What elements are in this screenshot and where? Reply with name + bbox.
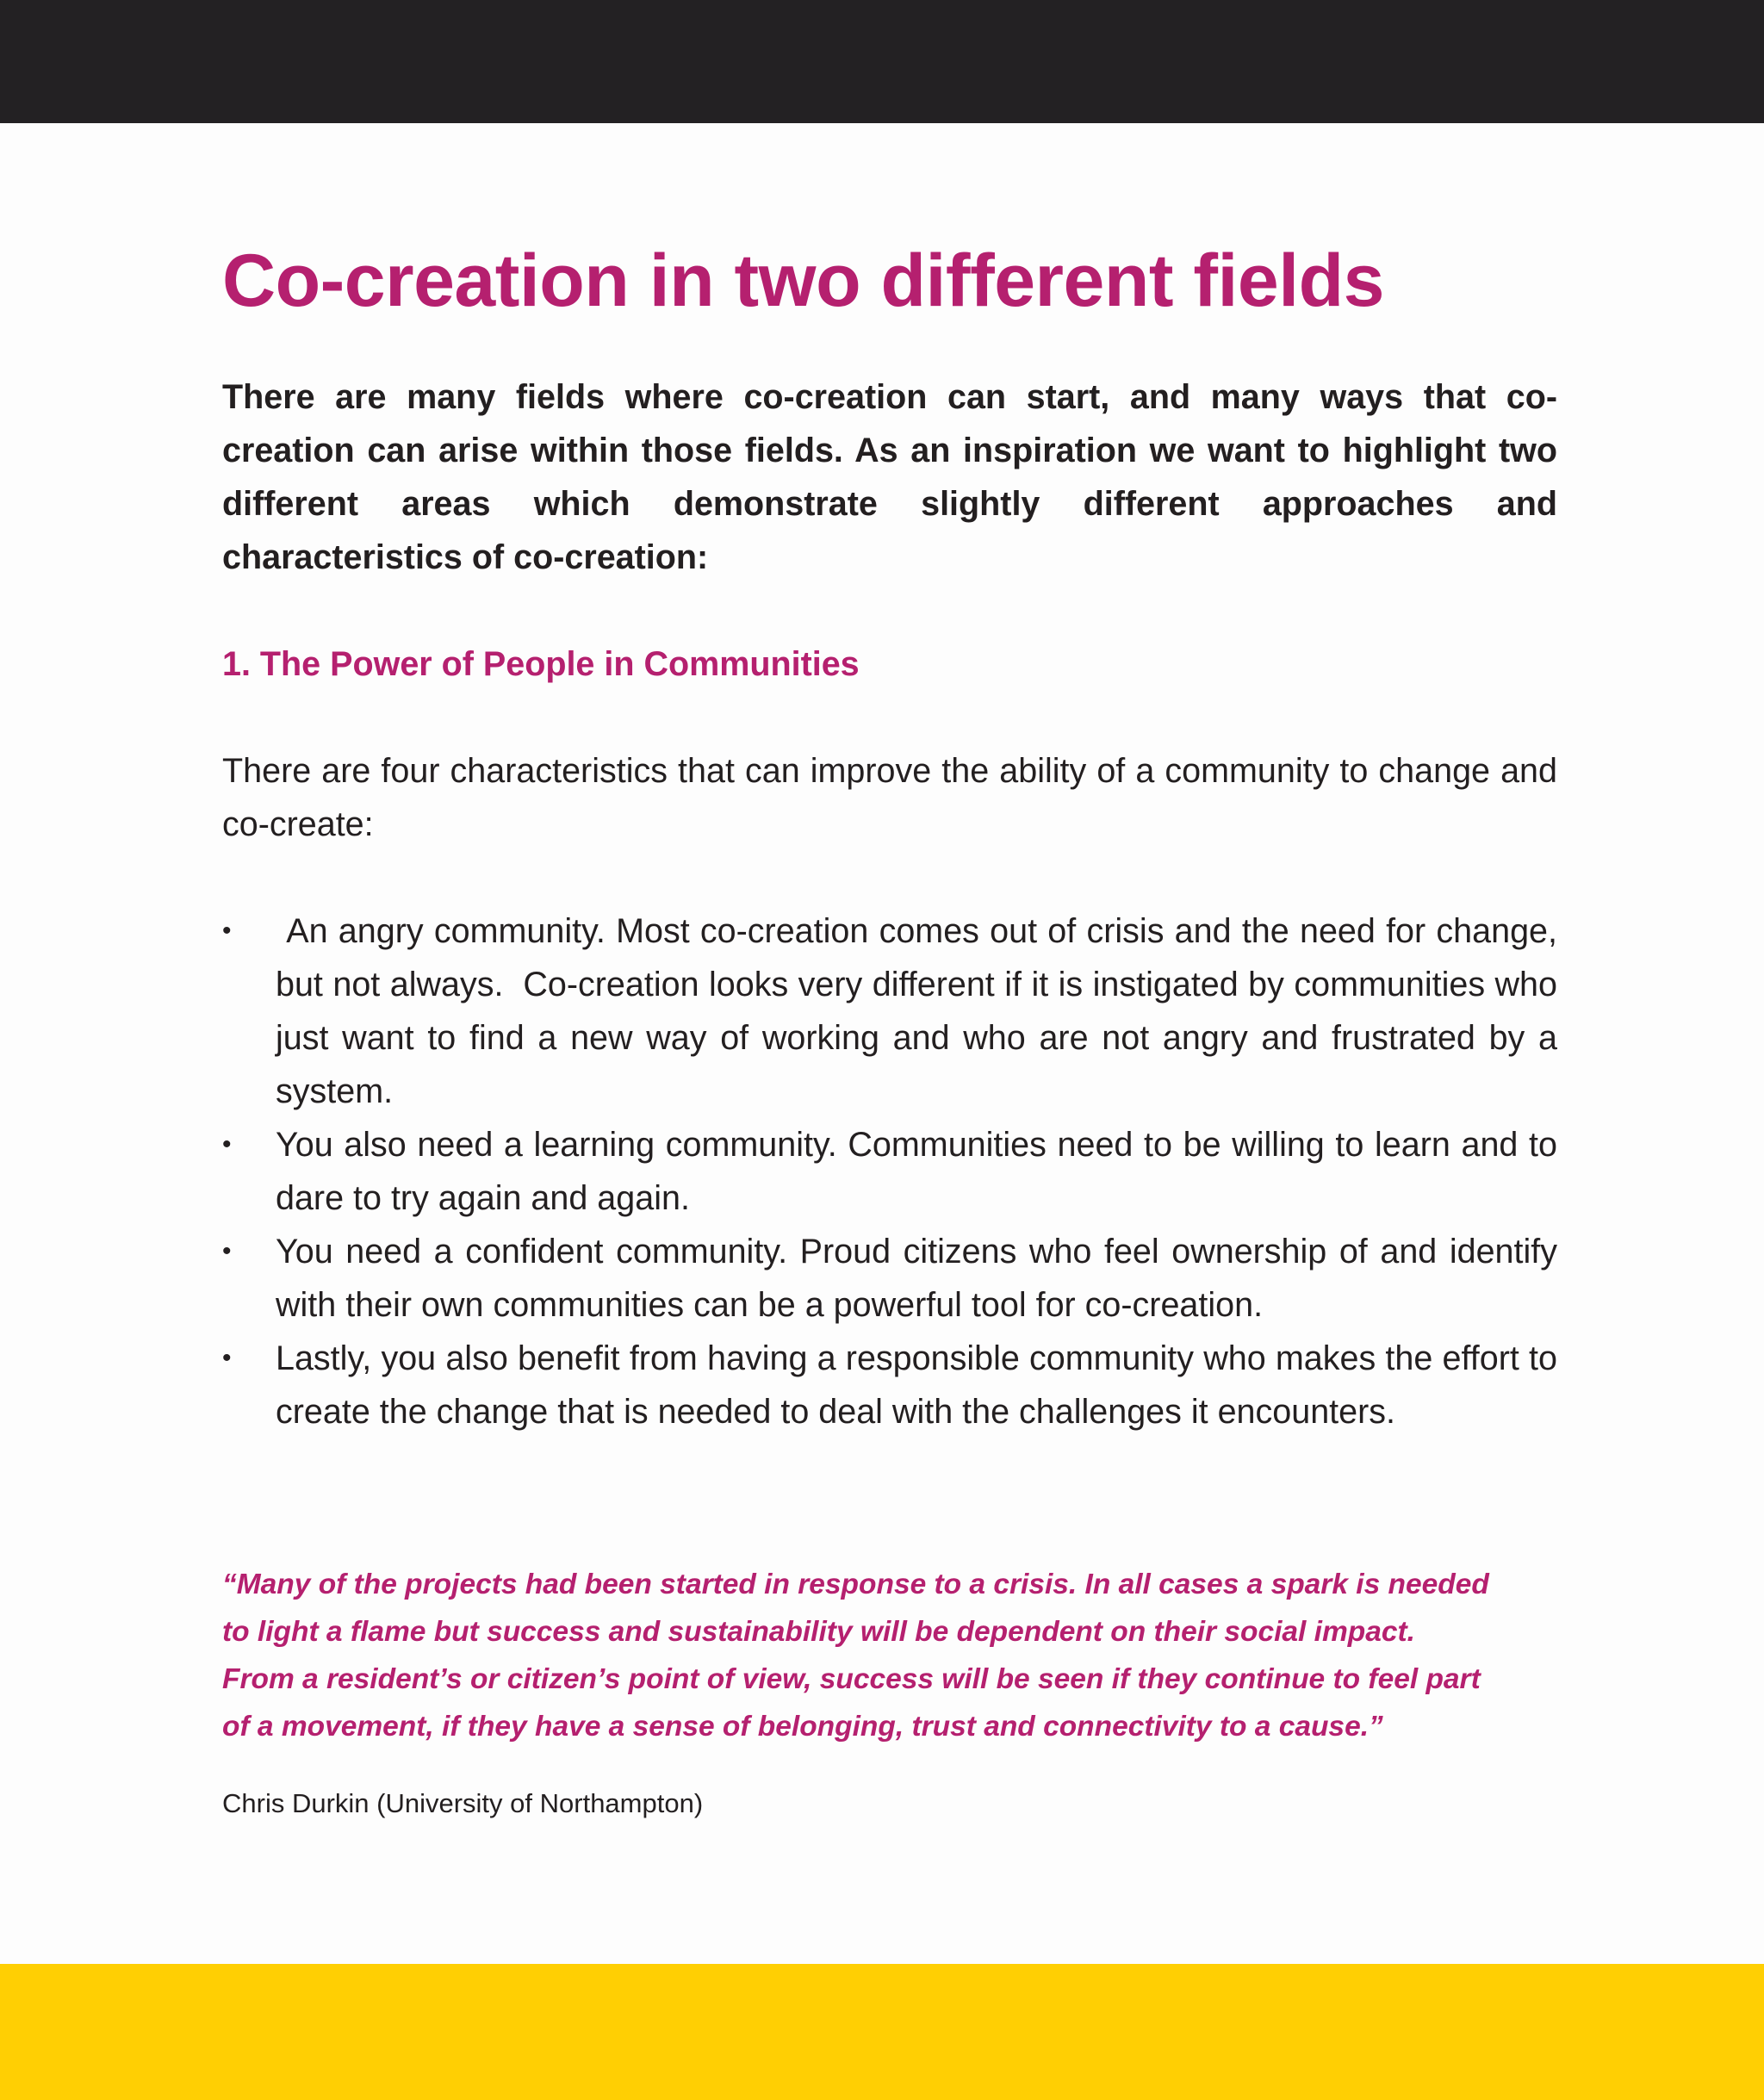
bullet-icon: • <box>222 1130 232 1159</box>
list-item-text: Lastly, you also benefit from having a responsible community who makes the effort to create the change that is needed to deal with the challenges it encounters. <box>276 1339 1557 1431</box>
list-item <box>222 1225 1557 1332</box>
bullet-icon: • <box>222 916 232 945</box>
list-item <box>222 904 1567 1118</box>
bottom-band <box>0 1964 1764 2100</box>
section-heading: 1. The Power of People in Communities <box>222 645 860 683</box>
list-item <box>222 1332 1557 1438</box>
quote-line: to light a flame but success and sustainability will be dependent on their social impact. <box>222 1616 1415 1648</box>
quote-line: of a movement, if they have a sense of belonging, trust and connectivity to a cause.” <box>222 1711 1383 1743</box>
page-title: Co-creation in two different fields <box>222 239 1385 322</box>
page-content <box>222 233 1567 1821</box>
section-intro-paragraph: There are four characteristics that can improve the ability of a community to change and co-create: <box>222 752 1557 843</box>
quote-line: From a resident’s or citizen’s point of view, success will be seen if they continue to feel part <box>222 1663 1481 1695</box>
list-item-text: You also need a learning community. Communities need to be willing to learn and to dare to try again and again. <box>276 1126 1557 1217</box>
bullet-icon: • <box>222 1344 232 1372</box>
list-item <box>222 1118 1557 1225</box>
pull-quote <box>222 1561 1531 1750</box>
quote-line: “Many of the projects had been started in response to a crisis. In all cases a spark is needed <box>222 1569 1489 1600</box>
bullet-icon: • <box>222 1237 232 1265</box>
top-band <box>0 0 1764 123</box>
list-item-text: You need a confident community. Proud citizens who feel ownership of and identify with their own communities can be a powerful tool for co-creation. <box>276 1233 1557 1324</box>
characteristics-list <box>222 904 1567 1438</box>
quote-attribution: Chris Durkin (University of Northampton) <box>222 1788 704 1818</box>
list-item-text: An angry community. Most co-creation comes out of crisis and the need for change, but not always. Co-creation looks very different if it is instigated by communities who just want to find a new way of working and who are not angry and frustrated by a system. <box>276 912 1567 1110</box>
intro-paragraph: There are many fields where co-creation can start, and many ways that co-creation can arise within those fields. As an inspiration we want to highlight two different areas which demonstrate slightly different approaches and characteristics of co-creation: <box>222 378 1557 576</box>
